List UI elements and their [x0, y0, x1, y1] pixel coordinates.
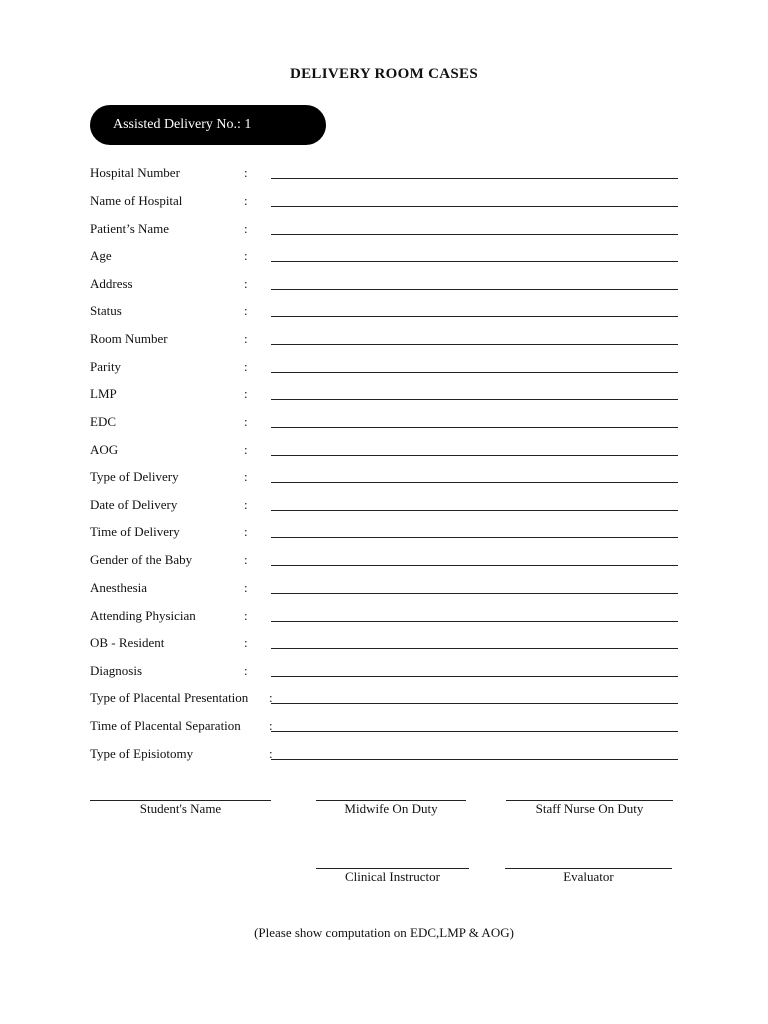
- field-edc: [0, 414, 768, 434]
- field-input-line[interactable]: [271, 261, 678, 262]
- field-input-line[interactable]: [271, 206, 678, 207]
- field-input-line[interactable]: [271, 648, 678, 649]
- field-input-line[interactable]: [271, 731, 678, 732]
- field-colon: :: [244, 276, 248, 291]
- field-ob-resident: [0, 635, 768, 655]
- field-colon: :: [244, 248, 248, 263]
- field-label: Diagnosis: [90, 663, 142, 678]
- field-label: Type of Placental Presentation: [90, 690, 249, 705]
- field-colon: :: [244, 442, 248, 457]
- field-colon: :: [244, 359, 248, 374]
- field-input-line[interactable]: [271, 676, 678, 677]
- signature-evaluator: [505, 868, 672, 898]
- field-colon: :: [269, 690, 273, 705]
- field-type-of-placental-presentation: [0, 690, 768, 710]
- signature-staff-nurse: [506, 800, 673, 830]
- field-colon: :: [244, 165, 248, 180]
- field-label: Type of Episiotomy: [90, 746, 194, 761]
- signature-label: Evaluator: [563, 869, 614, 884]
- field-anesthesia: [0, 580, 768, 600]
- signature-label: Clinical Instructor: [345, 869, 440, 884]
- field-label: Attending Physician: [90, 608, 196, 623]
- field-input-line[interactable]: [271, 344, 678, 345]
- field-colon: :: [244, 386, 248, 401]
- footer-note: (Please show computation on EDC,LMP & AOG): [254, 925, 514, 940]
- field-diagnosis: [0, 663, 768, 683]
- field-input-line[interactable]: [271, 593, 678, 594]
- field-lmp: [0, 386, 768, 406]
- field-label: LMP: [90, 386, 117, 401]
- field-type-of-delivery: [0, 469, 768, 489]
- field-input-line[interactable]: [271, 621, 678, 622]
- field-input-line[interactable]: [271, 565, 678, 566]
- field-colon: :: [244, 221, 248, 236]
- field-label: Room Number: [90, 331, 168, 346]
- field-colon: :: [244, 469, 248, 484]
- field-label: EDC: [90, 414, 116, 429]
- field-label: Name of Hospital: [90, 193, 183, 208]
- field-colon: :: [244, 497, 248, 512]
- signature-label: Midwife On Duty: [344, 801, 438, 816]
- field-input-line[interactable]: [271, 759, 678, 760]
- field-colon: :: [244, 580, 248, 595]
- signature-midwife: [316, 800, 466, 830]
- field-colon: :: [244, 552, 248, 567]
- field-input-line[interactable]: [271, 316, 678, 317]
- field-colon: :: [244, 524, 248, 539]
- signature-label: Staff Nurse On Duty: [535, 801, 644, 816]
- field-label: Hospital Number: [90, 165, 180, 180]
- field-label: Anesthesia: [90, 580, 148, 595]
- field-hospital-number: [0, 165, 768, 185]
- field-label: Gender of the Baby: [90, 552, 193, 567]
- signature-student: [90, 800, 271, 830]
- field-input-line[interactable]: [271, 427, 678, 428]
- field-label: Patient’s Name: [90, 221, 170, 236]
- field-label: Time of Placental Separation: [90, 718, 241, 733]
- field-input-line[interactable]: [271, 703, 678, 704]
- field-input-line[interactable]: [271, 178, 678, 179]
- field-aog: [0, 442, 768, 462]
- field-time-of-placental-separation: [0, 718, 768, 738]
- field-input-line[interactable]: [271, 482, 678, 483]
- field-label: AOG: [90, 442, 119, 457]
- field-label: OB - Resident: [90, 635, 165, 650]
- field-address: [0, 276, 768, 296]
- signature-clinical-instructor: [316, 868, 469, 898]
- assisted-delivery-badge: Assisted Delivery No.: 1: [90, 105, 326, 145]
- field-input-line[interactable]: [271, 455, 678, 456]
- field-colon: :: [244, 663, 248, 678]
- field-input-line[interactable]: [271, 372, 678, 373]
- field-room-number: [0, 331, 768, 351]
- field-attending-physician: [0, 608, 768, 628]
- field-input-line[interactable]: [271, 289, 678, 290]
- field-gender-of-baby: [0, 552, 768, 572]
- field-date-of-delivery: [0, 497, 768, 517]
- field-input-line[interactable]: [271, 234, 678, 235]
- field-colon: :: [269, 718, 273, 733]
- field-colon: :: [244, 608, 248, 623]
- page-title: DELIVERY ROOM CASES: [290, 66, 478, 82]
- field-parity: [0, 359, 768, 379]
- field-label: Type of Delivery: [90, 469, 179, 484]
- field-input-line[interactable]: [271, 537, 678, 538]
- field-colon: :: [244, 414, 248, 429]
- field-label: Age: [90, 248, 112, 263]
- field-label: Date of Delivery: [90, 497, 178, 512]
- field-input-line[interactable]: [271, 510, 678, 511]
- field-patients-name: [0, 221, 768, 241]
- field-colon: :: [244, 303, 248, 318]
- field-name-of-hospital: [0, 193, 768, 213]
- field-input-line[interactable]: [271, 399, 678, 400]
- field-type-of-episiotomy: [0, 746, 768, 766]
- field-colon: :: [269, 746, 273, 761]
- field-colon: :: [244, 635, 248, 650]
- field-label: Parity: [90, 359, 122, 374]
- field-colon: :: [244, 331, 248, 346]
- field-time-of-delivery: [0, 524, 768, 544]
- signature-label: Student's Name: [139, 801, 222, 816]
- field-label: Status: [90, 303, 122, 318]
- field-label: Time of Delivery: [90, 524, 180, 539]
- field-status: [0, 303, 768, 323]
- field-colon: :: [244, 193, 248, 208]
- field-age: [0, 248, 768, 268]
- field-label: Address: [90, 276, 133, 291]
